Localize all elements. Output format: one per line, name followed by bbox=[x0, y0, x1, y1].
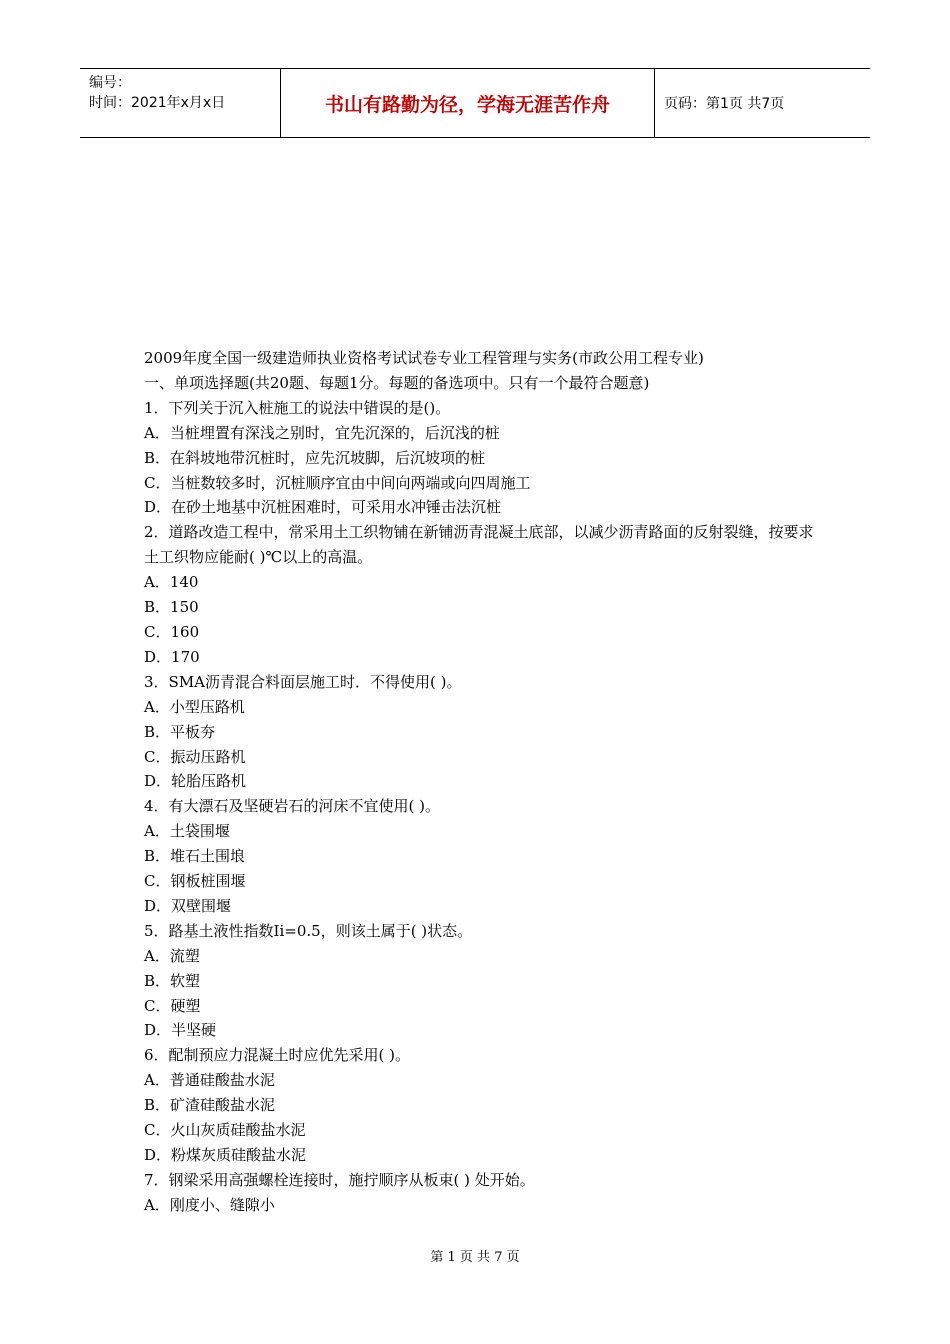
option-line: A．当桩埋置有深浅之别时，宜先沉深的，后沉浅的桩 bbox=[144, 423, 500, 442]
header-meta bbox=[80, 69, 281, 137]
option-line: D．双壁围堰 bbox=[144, 896, 232, 915]
option-line: B．在斜坡地带沉桩时，应先沉坡脚，后沉坡项的桩 bbox=[144, 448, 486, 467]
header-motto: 书山有路勤为径，学海无涯苦作舟 bbox=[281, 69, 655, 137]
option-line: C．160 bbox=[144, 622, 200, 641]
option-line: C．硬塑 bbox=[144, 996, 201, 1015]
question-line: 7．钢梁采用高强螺栓连接时，施拧顺序从板束( ) 处开始。 bbox=[144, 1170, 535, 1189]
option-line: C．钢板桩围堰 bbox=[144, 872, 246, 891]
option-line: C．火山灰质硅酸盐水泥 bbox=[144, 1121, 306, 1140]
option-line: B．软塑 bbox=[144, 971, 201, 990]
option-line: B．平板夯 bbox=[144, 722, 216, 741]
option-line: C．当桩数较多时，沉桩顺序宜由中间向两端或向四周施工 bbox=[144, 473, 531, 492]
option-line: B．150 bbox=[144, 598, 199, 617]
option-line: D．半坚硬 bbox=[144, 1021, 217, 1040]
option-line: A．刚度小、缝隙小 bbox=[144, 1195, 275, 1214]
option-line: D．轮胎压路机 bbox=[144, 772, 247, 791]
page-footer: 第 1 页 共 7 页 bbox=[430, 1250, 520, 1265]
header-page-label: 页码：第1页 共7页 bbox=[664, 96, 785, 112]
question-line: 6．配制预应力混凝土时应优先采用( )。 bbox=[144, 1046, 411, 1065]
question-line: 3．SMA沥青混合料面层施工时．不得使用( )。 bbox=[144, 672, 462, 691]
option-line: B．堆石土围埌 bbox=[144, 847, 246, 866]
question-line: 4．有大漂石及坚硬岩石的河床不宜使用( )。 bbox=[144, 797, 441, 816]
option-line: D．粉煤灰质硅酸盐水泥 bbox=[144, 1146, 307, 1164]
page-header bbox=[80, 68, 870, 138]
option-line: C．振动压路机 bbox=[144, 747, 246, 766]
number-label: 编号： bbox=[89, 75, 131, 91]
option-line: B．矿渣硅酸盐水泥 bbox=[144, 1096, 276, 1115]
option-line: D．170 bbox=[144, 647, 200, 666]
time-label: 时间：2021年x月x日 bbox=[89, 95, 226, 111]
option-line: A．小型压路机 bbox=[144, 697, 245, 716]
section-heading: 一、单项选择题(共20题、每题1分。每题的备选项中。只有一个最符合题意) bbox=[144, 373, 650, 392]
option-line: A．普通硅酸盐水泥 bbox=[144, 1071, 275, 1090]
option-line: A．土袋围堰 bbox=[144, 822, 230, 841]
question-line: 2．道路改造工程中，常采用土工织物铺在新铺沥青混凝土底部，以减少沥青路面的反射裂缝，按要求土工织物应能耐( )℃以上的高温。 bbox=[144, 523, 814, 567]
option-line: A．流塑 bbox=[144, 946, 200, 965]
doc-title: 2009年度全国一级建造师执业资格考试试卷专业工程管理与实务(市政公用工程专业) bbox=[144, 349, 704, 367]
option-line: A．140 bbox=[144, 573, 199, 592]
question-line: 5．路基土液性指数Ii=0.5，则该土属于( )状态。 bbox=[144, 921, 473, 940]
document-body bbox=[144, 346, 814, 1218]
option-line: D．在砂土地基中沉桩困难时，可采用水冲锤击法沉桩 bbox=[144, 498, 502, 517]
question-line: 1．下列关于沉入桩施工的说法中错误的是()。 bbox=[144, 398, 451, 417]
